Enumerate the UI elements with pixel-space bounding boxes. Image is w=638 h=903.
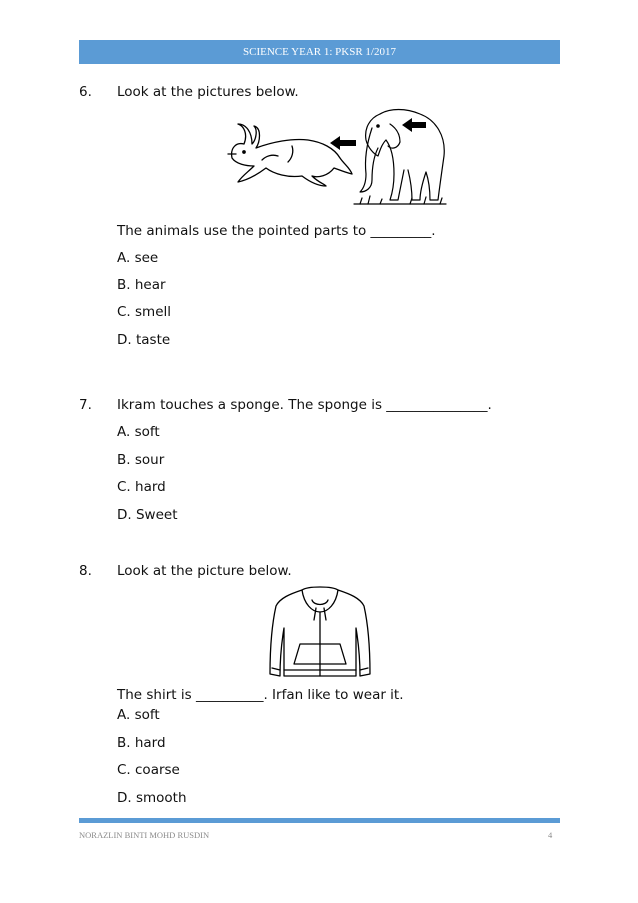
question-stem: The animals use the pointed parts to _________. <box>117 223 436 239</box>
page-header <box>79 40 560 64</box>
option-a[interactable]: A. soft <box>117 424 160 440</box>
footer-author: NORAZLIN BINTI MOHD RUSDIN <box>79 830 210 840</box>
header-title: SCIENCE YEAR 1: PKSR 1/2017 <box>242 46 396 58</box>
option-c[interactable]: C. coarse <box>117 762 180 778</box>
option-a[interactable]: A. soft <box>117 707 160 723</box>
question-number: 7. <box>79 397 92 413</box>
option-d[interactable]: D. taste <box>117 332 171 348</box>
option-c[interactable]: C. smell <box>117 304 171 320</box>
question-stem: The shirt is __________. Irfan like to wear it. <box>117 687 404 703</box>
option-c[interactable]: C. hard <box>117 479 166 495</box>
option-a[interactable]: A. see <box>117 250 159 266</box>
question-prompt: Look at the picture below. <box>117 563 292 579</box>
page-number: 4 <box>548 830 553 840</box>
question-number: 6. <box>79 84 92 100</box>
question-prompt: Ikram touches a sponge. The sponge is _______________. <box>117 397 492 413</box>
option-b[interactable]: B. hear <box>117 277 166 293</box>
option-d[interactable]: D. Sweet <box>117 507 178 523</box>
option-b[interactable]: B. sour <box>117 452 165 468</box>
option-b[interactable]: B. hard <box>117 735 166 751</box>
question-number: 8. <box>79 563 92 579</box>
option-d[interactable]: D. smooth <box>117 790 187 806</box>
hoodie-drawing <box>268 584 372 680</box>
footer-rule <box>79 818 560 823</box>
question-prompt: Look at the pictures below. <box>117 84 299 100</box>
elephant-drawing <box>350 104 450 208</box>
rabbit-drawing <box>222 120 356 192</box>
